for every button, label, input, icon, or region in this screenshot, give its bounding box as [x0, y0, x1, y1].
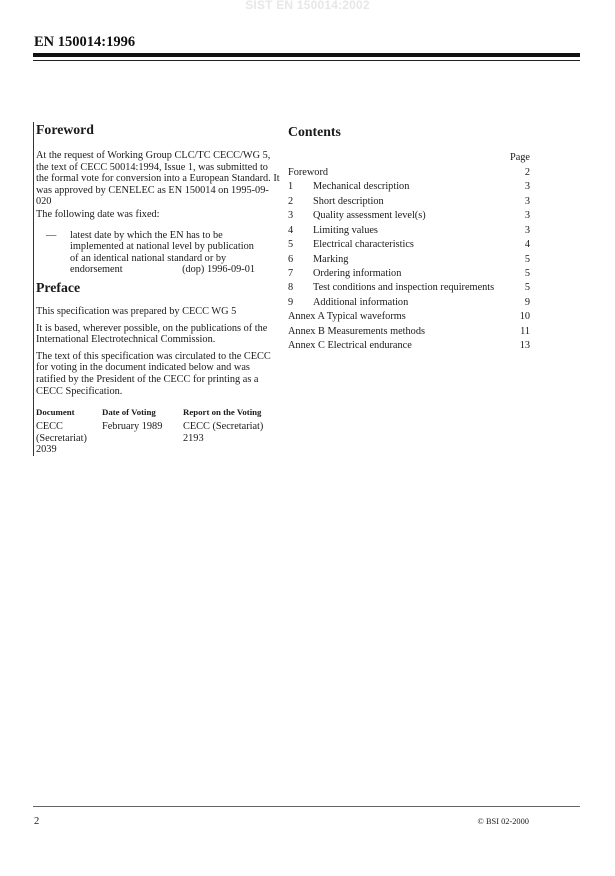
table-cell-report: CECC (Secretariat) 2193 — [183, 421, 264, 444]
copyright: © BSI 02-2000 — [477, 817, 529, 826]
preface-heading: Preface — [36, 279, 81, 295]
header-rule-thin — [33, 60, 580, 61]
table-header-date: Date of Voting — [102, 407, 156, 418]
toc-entry-title: Annex C Electrical endurance — [288, 340, 412, 352]
toc-entry — [288, 239, 530, 251]
toc-entry — [288, 181, 530, 193]
toc-entry-number: 8 — [288, 282, 294, 294]
toc-entry-page: 3 — [524, 224, 530, 236]
table-header-document: Document — [36, 407, 75, 418]
toc-entry-title: Short description — [313, 195, 384, 207]
toc-entry-number: 6 — [288, 253, 294, 265]
toc-entry-page: 3 — [524, 181, 530, 193]
contents-column — [288, 124, 530, 355]
toc-entry — [288, 254, 530, 266]
toc-entry-title: Foreword — [288, 166, 329, 178]
watermark: SIST EN 150014:2002 — [245, 0, 370, 12]
toc-entry-page: 3 — [524, 210, 530, 222]
voting-table — [36, 407, 281, 456]
toc-entry-page: 5 — [524, 282, 530, 294]
foreword-date-intro: The following date was fixed: — [36, 208, 160, 220]
toc-entry-page: 13 — [519, 340, 530, 352]
toc-entry-title: Ordering information — [313, 267, 402, 279]
toc-entry-page: 5 — [524, 253, 530, 265]
table-header-report: Report on the Voting — [183, 407, 262, 418]
date-item-endorsement: endorsement — [70, 264, 123, 276]
toc-entry-number: 9 — [288, 296, 294, 308]
date-item-dop: (dop) 1996-09-01 — [182, 264, 255, 276]
toc-list — [288, 167, 530, 352]
table-cell-date: February 1989 — [102, 421, 163, 433]
toc-entry-title: Mechanical description — [313, 181, 410, 193]
date-item — [36, 230, 281, 276]
toc-entry-title: Annex B Measurements methods — [288, 325, 425, 337]
foreword-heading: Foreword — [36, 122, 94, 137]
toc-entry-number: 5 — [288, 239, 294, 251]
preface-paragraph-2: It is based, wherever possible, on the publications of the International Electrotechnical Commission. — [36, 322, 268, 346]
toc-entry-number: 3 — [288, 210, 294, 222]
toc-entry-page: 4 — [524, 239, 530, 251]
toc-entry — [288, 340, 530, 352]
toc-entry-number: 1 — [288, 181, 294, 193]
toc-entry — [288, 196, 530, 208]
toc-entry — [288, 297, 530, 309]
toc-entry — [288, 311, 530, 323]
toc-entry-number: 2 — [288, 195, 294, 207]
toc-entry-page: 5 — [524, 267, 530, 279]
date-item-text: latest date by which the EN has to be implemented at national level by publication of an identical national standard or by — [70, 229, 254, 264]
page-column-label: Page — [509, 152, 530, 163]
toc-entry-page: 9 — [524, 296, 530, 308]
toc-entry-title: Quality assessment level(s) — [313, 210, 426, 222]
toc-entry-number: 4 — [288, 224, 294, 236]
foreword-paragraph: At the request of Working Group CLC/TC CECC/WG 5, the text of CECC 50014:1994, Issue 1, was submitted to the formal vote for conversion into a European Standard. It was approved by CENELEC as EN 150014 on 1995-09-020 — [36, 150, 280, 208]
toc-entry-page: 11 — [520, 325, 530, 337]
toc-entry — [288, 326, 530, 338]
page-number: 2 — [34, 816, 40, 827]
toc-entry-title: Marking — [313, 253, 349, 265]
toc-entry-page: 3 — [524, 195, 530, 207]
header-rule-thick — [33, 53, 580, 57]
left-column — [33, 122, 281, 456]
toc-entry-title: Additional information — [313, 296, 409, 308]
toc-entry-title: Test conditions and inspection requirements — [313, 282, 495, 294]
toc-entry-number: 7 — [288, 267, 294, 279]
standard-number: EN 150014:1996 — [34, 34, 136, 50]
toc-entry — [288, 167, 530, 179]
footer-rule — [33, 806, 580, 807]
toc-entry-page: 2 — [524, 166, 530, 178]
toc-entry-page: 10 — [519, 311, 530, 323]
toc-entry — [288, 282, 530, 294]
table-cell-document: CECC (Secretariat) 2039 — [36, 421, 87, 456]
preface-paragraph-3: The text of this specification was circulated to the CECC for voting in the document indicated below and was ratified by the President of the CECC for printing as a CECC Specification. — [36, 350, 271, 397]
dash-bullet: — — [46, 229, 57, 241]
toc-entry-title: Annex A Typical waveforms — [288, 311, 406, 323]
toc-entry — [288, 268, 530, 280]
toc-entry — [288, 210, 530, 222]
toc-entry — [288, 225, 530, 237]
toc-entry-title: Limiting values — [313, 224, 378, 236]
preface-paragraph-1: This specification was prepared by CECC WG 5 — [36, 305, 237, 317]
contents-heading: Contents — [288, 124, 341, 139]
toc-entry-title: Electrical characteristics — [313, 239, 414, 251]
